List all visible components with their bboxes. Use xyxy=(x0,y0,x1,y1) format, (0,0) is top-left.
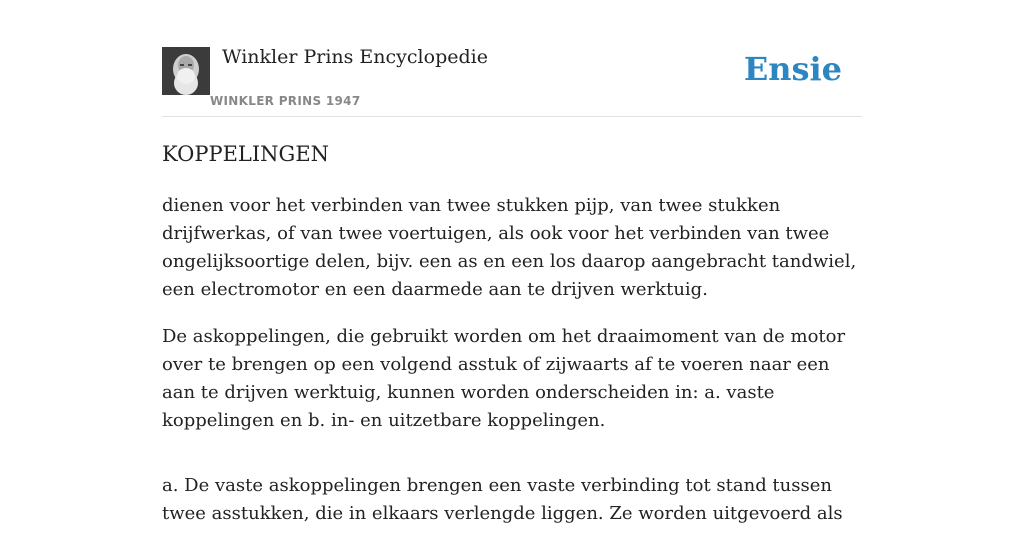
article xyxy=(162,138,862,547)
article-paragraph: dienen voor het verbinden van twee stukken pijp, van twee stukken drijfwerkas, of van twee voertuigen, als ook voor het verbinden van twee ongelijksoortige delen, bijv. een as en een los daarop aangebracht tandwiel, een electromotor en een daarmede aan te drijven werktuig. xyxy=(162,195,857,300)
source-title[interactable]: Winkler Prins Encyclopedie xyxy=(222,46,488,68)
author-avatar[interactable] xyxy=(162,47,210,95)
source-subtitle[interactable]: WINKLER PRINS 1947 xyxy=(210,94,361,108)
article-title: KOPPELINGEN xyxy=(162,142,330,166)
article-paragraph: a. De vaste askoppelingen brengen een vaste verbinding tot stand tussen twee asstukken, die in elkaars verlengde liggen. Ze worden uitgevoerd als xyxy=(162,475,843,524)
ensie-logo-link[interactable]: Ensie xyxy=(743,50,842,88)
article-paragraph: De askoppelingen, die gebruikt worden om het draaimoment van de motor over te brengen op een volgend asstuk of zijwaarts af te voeren naar een aan te drijven werktuig, kunnen worden onderscheiden in: a. vaste koppelingen en b. in- en uitzetbare koppelingen. xyxy=(162,326,846,431)
avatar-portrait-image xyxy=(162,47,210,95)
source-header xyxy=(162,46,862,117)
